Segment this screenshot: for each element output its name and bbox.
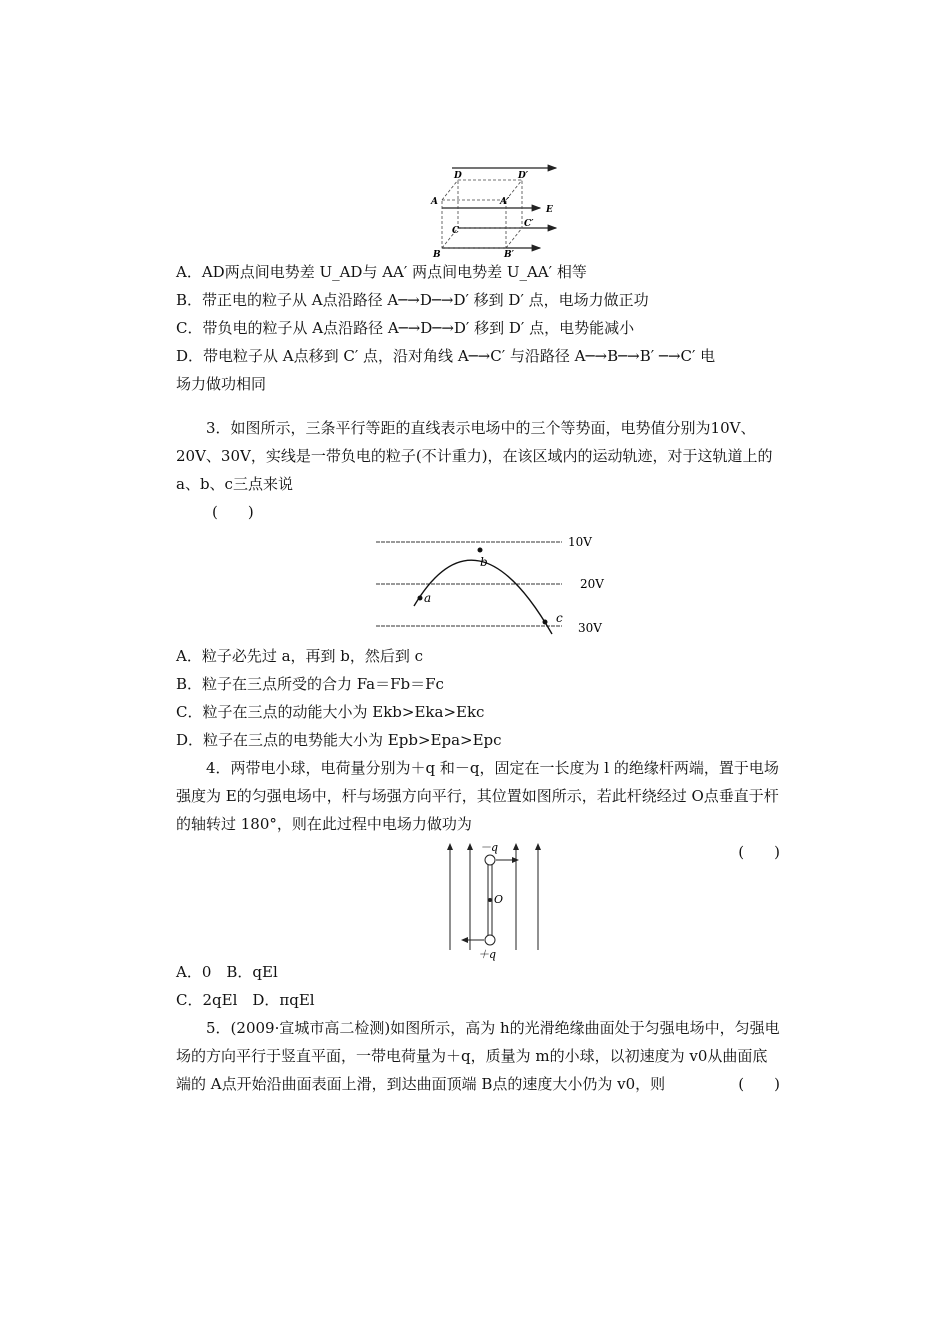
q3-option-b: B．粒子在三点所受的合力 Fa＝Fb＝Fc [176, 675, 444, 693]
q3-option-c: C．粒子在三点的动能大小为 Ekb>Eka>Ekc [176, 703, 485, 721]
point-c [543, 620, 548, 625]
q3-equipotential-figure [376, 532, 606, 640]
point-a [418, 596, 423, 601]
label-D-prime: D′ [518, 171, 529, 181]
point-b [478, 548, 483, 553]
q2-cube-figure [428, 160, 568, 260]
label-C: C [452, 226, 460, 236]
q3-option-a: A．粒子必先过 a，再到 b，然后到 c [176, 647, 424, 665]
q4-answer-bracket: ( ) [738, 843, 780, 861]
q3-option-d: D．粒子在三点的电势能大小为 Epb>Epa>Epc [176, 731, 502, 749]
label-D: D [454, 171, 462, 181]
label-A: A [431, 197, 438, 207]
q3-stem: 3．如图所示，三条平行等距的直线表示电场中的三个等势面，电势值分别为10V、20V、30V，实线是一带负电的粒子(不计重力)，在该区域内的运动轨迹，对于这轨道上的 a、b、c三点来说 [176, 419, 773, 493]
particle-trajectory [414, 560, 552, 634]
q3-answer-bracket: ( ) [212, 503, 254, 521]
q4-options-ab: A．0 B．qEl [176, 963, 278, 981]
q4-rod-figure [440, 840, 550, 964]
q4-stem: 4．两带电小球，电荷量分别为＋q 和－q，固定在一长度为 l 的绝缘杆两端，置于电场强度为 E的匀强电场中，杆与场强方向平行，其位置如图所示，若此杆绕经过 O点垂直于杆的轴转过 180°，则在此过程中电场力做功为 ( ) [176, 754, 780, 866]
label-30v: 30V [578, 621, 602, 635]
label-plus-q: ＋q [478, 948, 497, 961]
q4-options-cd: C．2qEl D．πqEl [176, 991, 315, 1009]
charge-top [485, 855, 495, 865]
q2-option-a: A．AD两点间电势差 U_AD与 AA′ 两点间电势差 U_AA′ 相等 [176, 263, 587, 281]
q2-option-d: D．带电粒子从 A点移到 C′ 点，沿对角线 A─→C′ 与沿路径 A─→B─→B′ ─→C′ 电 [176, 347, 716, 365]
q2-option-b: B．带正电的粒子从 A点沿路径 A─→D─→D′ 移到 D′ 点，电场力做正功 [176, 291, 649, 309]
q5-stem: 5．(2009·宣城市高二检测)如图所示，高为 h的光滑绝缘曲面处于匀强电场中，匀强电场的方向平行于竖直平面，一带电荷量为＋q，质量为 m的小球，以初速度为 v0从曲面底端的 A点开始沿曲面表面上滑，到达曲面顶端 B点的速度大小仍为 v0，则 ( ) [176, 1014, 780, 1098]
label-c: c [556, 611, 563, 625]
label-A-prime: A′ [500, 197, 510, 207]
label-C-prime: C′ [524, 219, 534, 229]
label-E: E [546, 205, 553, 215]
label-minus-q: －q [480, 841, 499, 854]
q2-option-d-cont: 场力做功相同 [176, 375, 267, 393]
label-20v: 20V [580, 577, 604, 591]
q2-option-c: C．带负电的粒子从 A点沿路径 A─→D─→D′ 移到 D′ 点，电势能减小 [176, 319, 635, 337]
label-b: b [480, 555, 488, 569]
q5-answer-bracket: ( ) [738, 1075, 780, 1093]
label-B: B [433, 250, 441, 260]
label-10v: 10V [568, 535, 592, 549]
label-B-prime: B′ [504, 250, 514, 260]
label-a: a [424, 591, 432, 605]
charge-bottom [485, 935, 495, 945]
pivot-o [488, 898, 492, 902]
label-o: O [494, 893, 504, 906]
